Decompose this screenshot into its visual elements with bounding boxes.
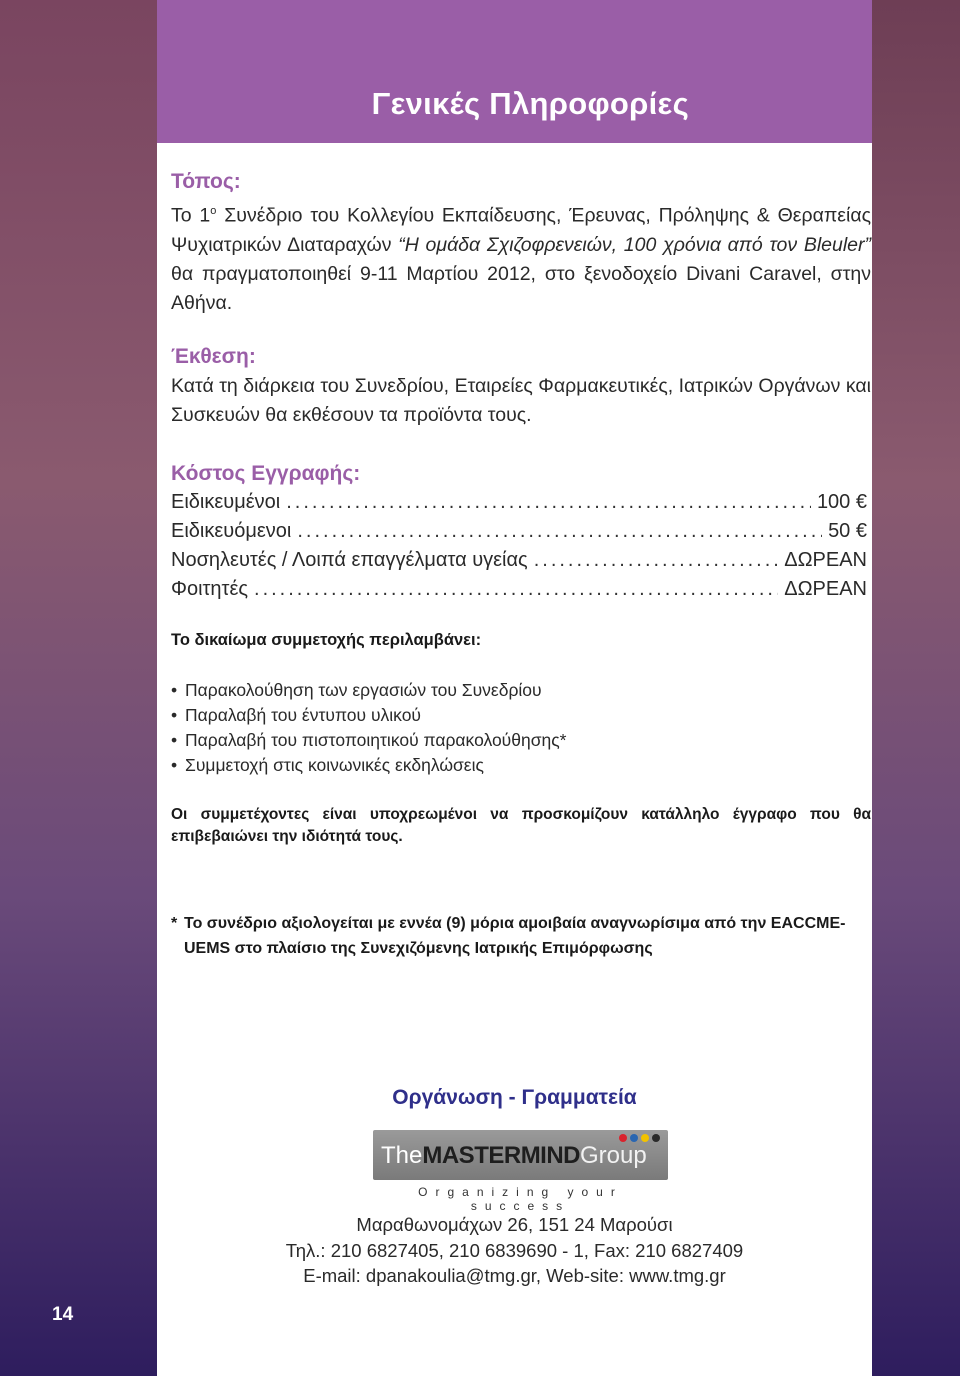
email-website: E-mail: dpanakoulia@tmg.gr, Web-site: www.tmg.gr bbox=[303, 1265, 726, 1286]
price-value: 100 € bbox=[816, 491, 867, 513]
footnote-line-1: Το συνέδριο αξιολογείται με εννέα (9) μόρια αμοιβαία αναγνωρίσιμα από την EACCME- bbox=[184, 915, 846, 932]
cme-footnote bbox=[171, 911, 871, 961]
congress-theme: “Η ομάδα Σχιζοφρενειών, 100 χρόνια από τον Bleuler” bbox=[398, 233, 872, 256]
price-label: Ειδικευόμενοι bbox=[171, 520, 292, 542]
list-item-text: Παραλαβή του πιστοποιητικού παρακολούθησης* bbox=[185, 730, 567, 750]
location-text-part-3: θα πραγματοποιηθεί 9-11 Μαρτίου 2012, στο ξενοδοχείο Divani Caravel, στην Αθήνα. bbox=[171, 262, 871, 314]
registration-heading: Κόστος Εγγραφής: bbox=[171, 462, 361, 485]
exhibition-heading: Έκθεση: bbox=[171, 345, 256, 368]
bullet-icon: • bbox=[171, 755, 178, 775]
price-value: ΔΩΡΕΑΝ bbox=[784, 578, 867, 600]
leader-dots bbox=[254, 578, 778, 601]
leader-dots bbox=[286, 491, 811, 514]
logo-dot bbox=[641, 1134, 649, 1142]
list-item-text: Παραλαβή του έντυπου υλικού bbox=[185, 705, 421, 725]
list-item-text: Συμμετοχή στις κοινωνικές εκδηλώσεις bbox=[185, 755, 484, 775]
price-label: Φοιτητές bbox=[171, 578, 249, 600]
list-item bbox=[171, 728, 567, 753]
price-label: Νοσηλευτές / Λοιπά επαγγέλματα υγείας bbox=[171, 549, 528, 571]
exhibition-text: Κατά τη διάρκεια του Συνεδρίου, Εταιρείες Φαρμακευτικές, Ιατρικών Οργάνων και Συσκευών θα εκθέσουν τα προϊόντα τους. bbox=[171, 375, 871, 426]
location-text bbox=[171, 197, 871, 318]
logo-tagline: Organizing your success bbox=[418, 1185, 623, 1213]
list-item bbox=[171, 753, 567, 778]
organization-heading: Οργάνωση - Γραμματεία bbox=[392, 1086, 637, 1109]
address: Μαραθωνομάχων 26, 151 24 Μαρούσι bbox=[356, 1214, 673, 1235]
logo-group: Group bbox=[580, 1142, 647, 1169]
page-number: 14 bbox=[52, 1304, 74, 1325]
leader-dots bbox=[534, 549, 779, 572]
location-superscript: ο bbox=[210, 205, 217, 217]
logo-dot bbox=[652, 1134, 660, 1142]
list-item bbox=[171, 703, 567, 728]
location-text-part-1: Το 1 bbox=[171, 204, 211, 227]
phone-fax: Τηλ.: 210 6827405, 210 6839690 - 1, Fax: 210 6827409 bbox=[285, 1240, 744, 1261]
price-row bbox=[171, 491, 867, 519]
price-value: 50 € bbox=[828, 520, 867, 542]
location-heading: Τόπος: bbox=[171, 170, 241, 193]
logo-mastermind: MASTERMIND bbox=[422, 1142, 581, 1169]
logo-dot bbox=[630, 1134, 638, 1142]
price-label: Ειδικευμένοι bbox=[171, 491, 281, 513]
page-title: Γενικές Πληροφορίες bbox=[371, 86, 689, 121]
right-decorative-band bbox=[872, 0, 960, 1376]
list-item bbox=[171, 678, 567, 703]
includes-heading: Το δικαίωμα συμμετοχής περιλαμβάνει: bbox=[171, 631, 482, 649]
leader-dots bbox=[297, 520, 822, 543]
logo-the: The bbox=[381, 1142, 423, 1169]
logo-dot bbox=[619, 1134, 627, 1142]
price-row bbox=[171, 549, 867, 577]
header-band bbox=[157, 0, 872, 143]
price-row bbox=[171, 520, 867, 548]
left-decorative-band bbox=[0, 0, 160, 1376]
footnote-star: * bbox=[171, 915, 178, 932]
bullet-icon: • bbox=[171, 730, 178, 750]
logo-wordmark bbox=[381, 1142, 647, 1170]
includes-list bbox=[171, 678, 567, 778]
mastermind-logo bbox=[373, 1130, 668, 1180]
id-document-notice: Οι συμμετέχοντες είναι υποχρεωμένοι να προσκομίζουν κατάλληλο έγγραφο που θα επιβεβαιώνει την ιδιότητά τους. bbox=[171, 806, 871, 845]
list-item-text: Παρακολούθηση των εργασιών του Συνεδρίου bbox=[185, 680, 542, 700]
bullet-icon: • bbox=[171, 680, 178, 700]
bullet-icon: • bbox=[171, 705, 178, 725]
price-value: ΔΩΡΕΑΝ bbox=[784, 549, 867, 571]
price-row bbox=[171, 578, 867, 606]
logo-dots-icon bbox=[619, 1134, 660, 1142]
footnote-line-2: UEMS στο πλαίσιο της Συνεχιζόμενης Ιατρικής Επιμόρφωσης bbox=[184, 940, 653, 957]
location-text-part-2: Συνέδριο του Κολλεγίου Εκπαίδευσης, Έρευνας, Πρόληψης & Θεραπείας Ψυχιατρικών Διαταραχών bbox=[171, 204, 871, 256]
